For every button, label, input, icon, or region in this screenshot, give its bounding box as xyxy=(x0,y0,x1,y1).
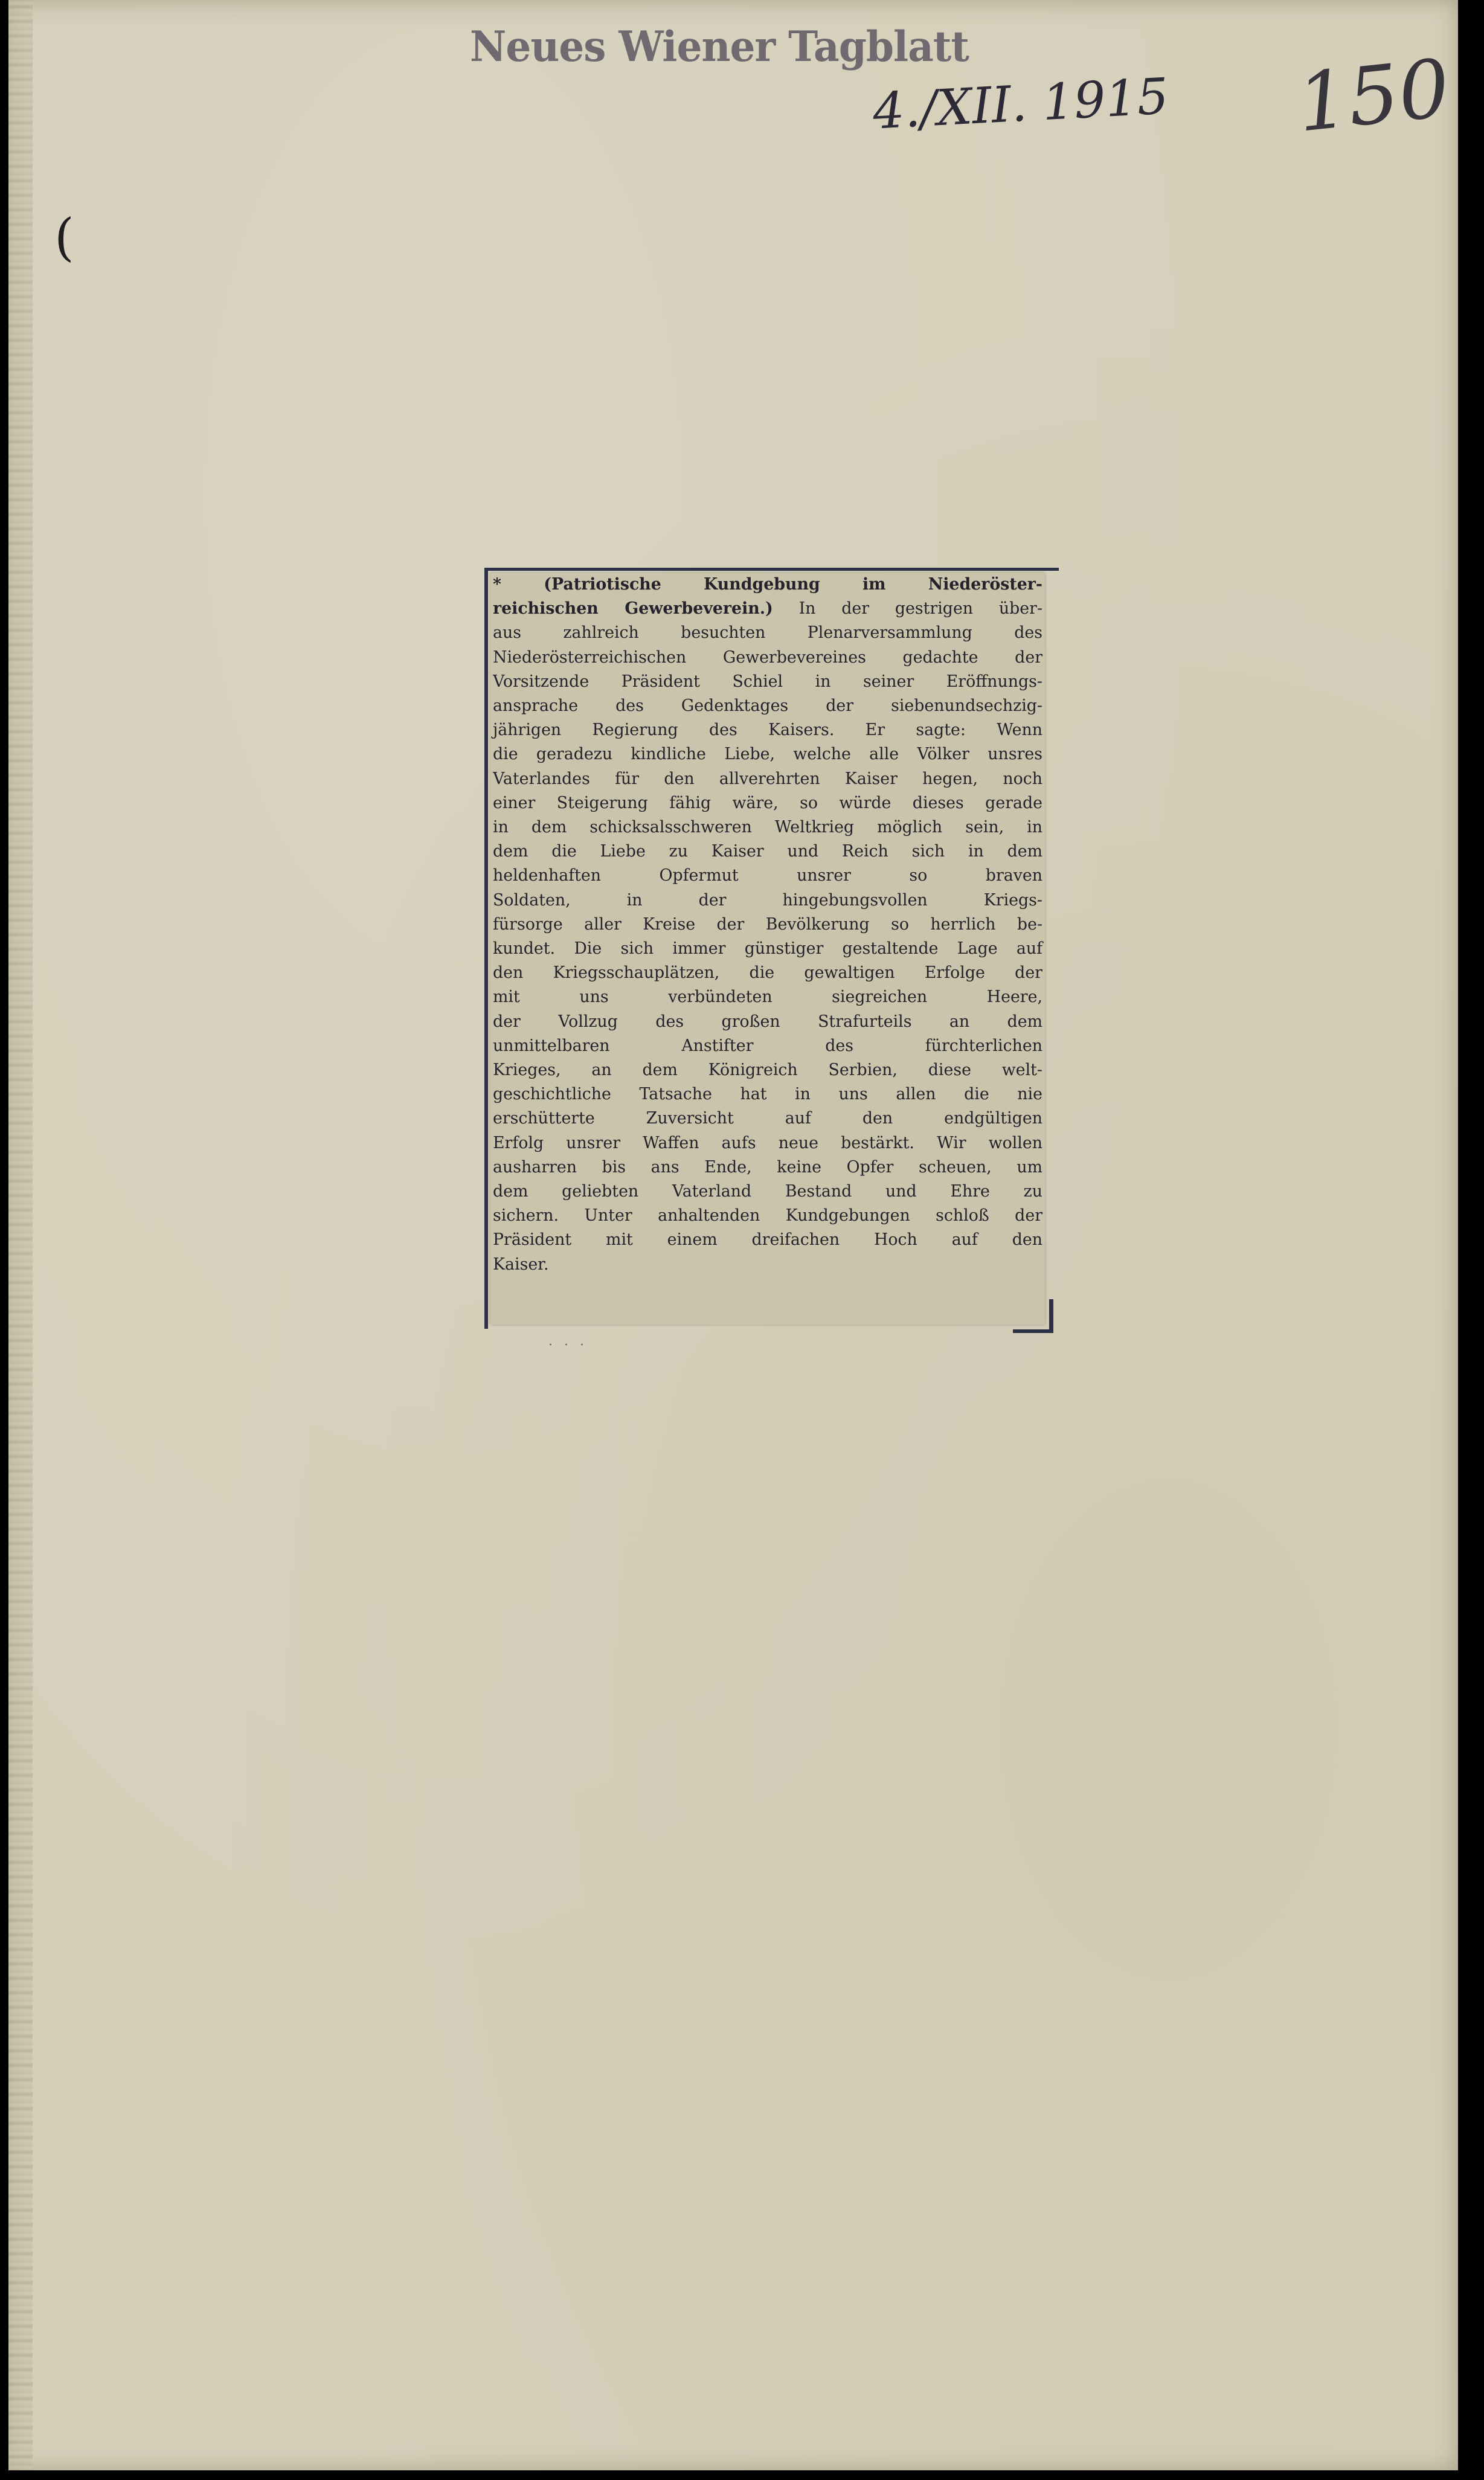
article-line: kundet. Die sich immer günstiger gestaltende Lage auf xyxy=(493,939,1042,959)
article-line: aus zahlreich besuchten Plenarversammlung des xyxy=(493,623,1042,643)
article-line: Vorsitzende Präsident Schiel in seiner Eröffnungs- xyxy=(493,672,1042,691)
article-line: Niederösterreichischen Gewerbevereines gedachte der xyxy=(493,647,1042,667)
newspaper-clipping xyxy=(490,573,1045,1325)
article-line: einer Steigerung fähig wäre, so würde dieses gerade xyxy=(493,793,1042,812)
article-line: reichischen Gewerbeverein.) In der gestrigen über- xyxy=(493,599,1042,618)
article-line: mit uns verbündeten siegreichen Heere, xyxy=(493,988,1042,1007)
article-line: Krieges, an dem Königreich Serbien, diese welt- xyxy=(493,1061,1042,1080)
article-line: der Vollzug des großen Strafurteils an dem xyxy=(493,1012,1042,1031)
article-line: jährigen Regierung des Kaisers. Er sagte: Wenn xyxy=(493,721,1042,740)
article-line: Präsident mit einem dreifachen Hoch auf den xyxy=(493,1230,1042,1250)
article-line: heldenhaften Opfermut unsrer so braven xyxy=(493,866,1042,885)
article-line: in dem schicksalsschweren Weltkrieg möglich sein, in xyxy=(493,818,1042,837)
article-line: unmittelbaren Anstifter des fürchterlichen xyxy=(493,1036,1042,1055)
article-line: dem die Liebe zu Kaiser und Reich sich in dem xyxy=(493,842,1042,861)
article-line: erschütterte Zuversicht auf den endgültigen xyxy=(493,1109,1042,1128)
torn-left-edge xyxy=(8,0,33,2470)
article-line: dem geliebten Vaterland Bestand und Ehre zu xyxy=(493,1182,1042,1201)
handwritten-folio-number: 150 xyxy=(1293,42,1454,150)
article-line: Kaiser. xyxy=(493,1254,549,1274)
article-line: ausharren bis ans Ende, keine Opfer scheuen, um xyxy=(493,1157,1042,1177)
article-line: * (Patriotische Kundgebung im Niederöster- xyxy=(493,575,1042,594)
article-line: Erfolg unsrer Waffen aufs neue bestärkt. Wir wollen xyxy=(493,1133,1042,1152)
article-line: ansprache des Gedenktages der siebenundsechzig- xyxy=(493,696,1042,716)
article-text xyxy=(493,573,1042,1277)
article-line: geschichtliche Tatsache hat in uns allen die nie xyxy=(493,1085,1042,1104)
article-line: die geradezu kindliche Liebe, welche alle Völker unsres xyxy=(493,745,1042,764)
margin-bracket-mark: ( xyxy=(54,208,74,267)
cut-text-remnant: · · · xyxy=(548,1338,588,1353)
article-line: fürsorge aller Kreise der Bevölkerung so herrlich be- xyxy=(493,914,1042,934)
handwritten-date: 4./XII. 1915 xyxy=(871,68,1170,141)
article-line: Vaterlandes für den allverehrten Kaiser hegen, noch xyxy=(493,769,1042,788)
article-line: sichern. Unter anhaltenden Kundgebungen schloß der xyxy=(493,1206,1042,1226)
article-heading-part: reichischen Gewerbeverein.) xyxy=(493,599,773,618)
article-line: Soldaten, in der hingebungsvollen Kriegs- xyxy=(493,890,1042,910)
newspaper-name-stamp: Neues Wiener Tagblatt xyxy=(470,22,969,71)
article-line: den Kriegsschauplätzen, die gewaltigen Erfolge der xyxy=(493,963,1042,983)
